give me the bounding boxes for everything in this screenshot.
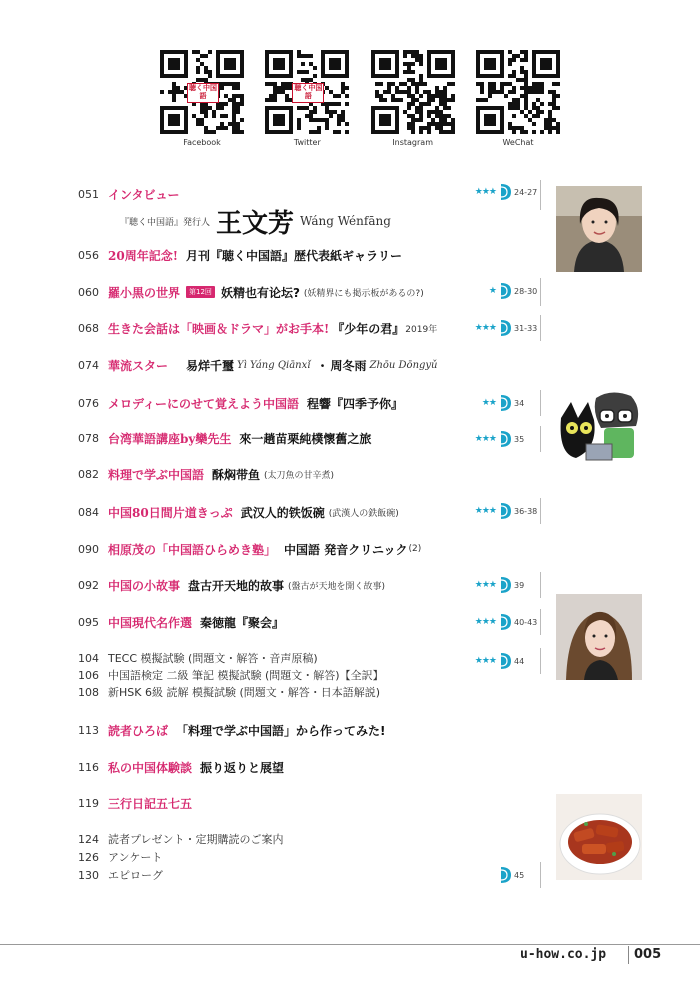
page-number: 113	[78, 723, 99, 737]
footer-divider	[0, 944, 700, 945]
divider	[540, 609, 541, 635]
toc-entry-126[interactable]	[78, 849, 162, 865]
page-number: 082	[78, 467, 99, 481]
textbook-pages: 39	[514, 580, 525, 590]
audio-tab-icon	[498, 866, 512, 884]
page-number: 116	[78, 760, 99, 774]
audio-tab-icon	[498, 576, 512, 594]
page-number: 068	[78, 321, 99, 335]
article-title: TECC 模擬試験 (問題文・解答・音声原稿)	[108, 652, 318, 665]
textbook-pages: 34	[514, 398, 525, 408]
page-number: 076	[78, 396, 99, 410]
level-marker	[470, 575, 524, 595]
page-number: 078	[78, 431, 99, 445]
section-label: 私の中国体験談	[108, 760, 193, 775]
article-title: 妖精也有论坛?	[220, 285, 300, 300]
article-title: 酥焖带鱼	[212, 467, 261, 482]
qr-label: Twitter	[293, 138, 321, 147]
qr-logo: 聴く中国語	[292, 83, 324, 103]
difficulty-stars: ★★★	[474, 434, 496, 444]
section-label: インタビュー	[108, 187, 180, 202]
section-label: 台湾華語講座by欒先生	[108, 431, 232, 446]
divider	[540, 180, 541, 210]
audio-tab-icon	[498, 282, 512, 300]
toc-entry-113[interactable]	[78, 720, 386, 740]
food-photo	[556, 794, 642, 880]
divider	[540, 390, 541, 416]
divider	[540, 426, 541, 452]
divider	[540, 862, 541, 888]
page-number: 124	[78, 832, 99, 846]
page-number: 092	[78, 578, 99, 592]
article-title: 中国語 発音クリニック	[284, 542, 408, 557]
article-title: エピローグ	[108, 869, 163, 882]
section-label: 20周年記念!	[108, 248, 178, 263]
article-title: 武汉人的铁饭碗	[240, 505, 325, 520]
article-title: 『少年の君』	[332, 321, 405, 336]
divider	[540, 648, 541, 674]
interviewee-photo	[556, 186, 642, 272]
toc-entry-130[interactable]	[78, 867, 163, 883]
toc-entry-084[interactable]	[78, 502, 399, 522]
textbook-pages: 28-30	[514, 286, 538, 296]
audio-tab-icon	[498, 502, 512, 520]
toc-entry-106[interactable]	[78, 667, 384, 683]
qr-logo: 聴く中国語	[187, 83, 219, 103]
article-subtitle: 2019年	[405, 324, 438, 335]
toc-entry-060[interactable]	[78, 282, 424, 302]
toc-entry-051[interactable]	[78, 184, 180, 204]
toc-entry-074[interactable]	[78, 355, 438, 375]
difficulty-stars: ★★★	[474, 617, 496, 627]
interviewee-pinyin: Wáng Wénfāng	[300, 214, 391, 228]
audio-tab-icon	[498, 394, 512, 412]
audio-tab-icon	[498, 430, 512, 448]
toc-entry-092[interactable]	[78, 575, 385, 595]
section-label: 読者ひろば	[108, 723, 169, 738]
divider	[628, 946, 629, 964]
audio-tab-icon	[498, 613, 512, 631]
toc-entry-119[interactable]	[78, 793, 192, 813]
toc-entry-124[interactable]	[78, 831, 284, 847]
textbook-pages: 24-27	[514, 187, 538, 197]
page-number-footer: 005	[634, 947, 662, 962]
level-marker	[470, 612, 537, 632]
qr-label: Instagram	[392, 138, 433, 147]
audio-tab-icon	[498, 183, 512, 201]
level-marker	[470, 651, 524, 671]
section-label: メロディーにのせて覚えよう中国語	[108, 396, 300, 411]
page-number: 084	[78, 505, 99, 519]
level-marker	[470, 865, 524, 885]
article-subtitle: (太刀魚の甘辛煮)	[264, 470, 335, 481]
star-pinyin: Yì Yáng Qiānxǐ	[237, 359, 311, 371]
section-label: 中国80日間片道きっぷ	[108, 505, 233, 520]
difficulty-stars: ★★★	[474, 656, 496, 666]
level-marker	[470, 393, 524, 413]
toc-entry-104[interactable]	[78, 650, 318, 666]
textbook-pages: 45	[514, 870, 525, 880]
level-marker	[470, 182, 537, 202]
divider	[540, 572, 541, 598]
divider	[540, 498, 541, 524]
article-subtitle: (盤古が天地を開く故事)	[288, 581, 386, 592]
textbook-pages: 40-43	[514, 617, 538, 627]
level-marker	[470, 281, 537, 301]
difficulty-stars: ★★	[481, 398, 496, 408]
section-label: 料理で学ぶ中国語	[108, 467, 205, 482]
interviewee-name: 王文芳	[216, 208, 295, 239]
toc-entry-095[interactable]	[78, 612, 284, 632]
website-url[interactable]: u-how.co.jp	[520, 947, 607, 962]
page-number: 106	[78, 668, 99, 682]
toc-entry-116[interactable]	[78, 757, 284, 777]
article-title: アンケート	[108, 851, 163, 864]
audio-tab-icon	[498, 319, 512, 337]
page-number: 074	[78, 358, 99, 372]
page-number: 095	[78, 615, 99, 629]
level-marker	[470, 501, 537, 521]
level-marker	[470, 318, 537, 338]
divider	[540, 278, 541, 306]
textbook-pages: 31-33	[514, 323, 538, 333]
toc-entry-076[interactable]	[78, 393, 403, 413]
article-title: 月刊『聴く中国語』歴代表紙ギャラリー	[185, 248, 402, 263]
article-subtitle: (武漢人の鉄飯碗)	[328, 508, 399, 519]
page-number: 119	[78, 796, 99, 810]
qr-label: WeChat	[502, 138, 534, 147]
toc-entry-068[interactable]	[78, 318, 437, 338]
page-number: 104	[78, 651, 99, 665]
article-title: 読者プレゼント・定期購読のご案内	[108, 833, 284, 846]
toc-entry-082[interactable]	[78, 464, 334, 484]
page-number: 056	[78, 248, 99, 262]
toc-entry-078[interactable]	[78, 428, 371, 448]
textbook-pages: 44	[514, 656, 525, 666]
publisher-label: 『聴く中国語』発行人	[120, 217, 211, 228]
difficulty-stars: ★★★	[474, 323, 496, 333]
star-name: 周冬雨	[330, 358, 367, 373]
episode-badge: 第12回	[186, 286, 215, 298]
section-label: 華流スター	[108, 358, 169, 373]
page-number: 130	[78, 868, 99, 882]
difficulty-stars: ★★★	[474, 580, 496, 590]
article-title: 「料理で学ぶ中国語」から作ってみた!	[176, 723, 386, 738]
article-title: 來一趟苗栗純樸懷舊之旅	[239, 431, 372, 446]
difficulty-stars: ★	[488, 286, 496, 296]
star-pinyin: Zhōu Dōngyǔ	[369, 359, 438, 371]
article-subtitle: (妖精界にも掲示板があるの?)	[303, 288, 424, 299]
level-marker	[470, 429, 524, 449]
article-title: 中国語検定 二級 筆記 模擬試験 (問題文・解答)【全訳】	[108, 669, 384, 682]
toc-entry-108[interactable]	[78, 684, 380, 700]
audio-tab-icon	[498, 652, 512, 670]
page-number: 126	[78, 850, 99, 864]
page-number: 060	[78, 285, 99, 299]
difficulty-stars: ★★★	[474, 187, 496, 197]
section-label: 中国現代名作選	[108, 615, 193, 630]
toc-entry-051-subtitle	[120, 206, 391, 239]
article-title: 振り返りと展望	[200, 760, 285, 775]
divider	[540, 315, 541, 341]
section-label: 三行日記五七五	[108, 796, 193, 811]
article-title: 程響『四季予你』	[307, 396, 404, 411]
section-label: 生きた会話は「映画＆ドラマ」がお手本!	[108, 321, 330, 336]
toc-entry-056[interactable]	[78, 245, 402, 265]
section-label: 相原茂の「中国語ひらめき塾」	[108, 542, 277, 557]
article-subtitle: (2)	[408, 544, 422, 554]
textbook-pages: 35	[514, 434, 525, 444]
author-photo	[556, 594, 642, 680]
star-name: 易烊千璽	[186, 358, 235, 373]
page-number: 051	[78, 187, 99, 201]
page-number: 108	[78, 685, 99, 699]
difficulty-stars: ★★★	[474, 506, 496, 516]
toc-entry-090[interactable]	[78, 539, 421, 559]
cartoon-illustration	[556, 388, 642, 474]
textbook-pages: 36-38	[514, 506, 538, 516]
qr-label: Facebook	[183, 138, 221, 147]
article-title: 秦徳龍『聚会』	[200, 615, 285, 630]
page-number: 090	[78, 542, 99, 556]
article-title: 盘古开天地的故事	[188, 578, 285, 593]
separator: ・	[316, 358, 329, 373]
section-label: 中国の小故事	[108, 578, 181, 593]
article-title: 新HSK 6級 読解 模擬試験 (問題文・解答・日本語解説)	[108, 686, 381, 699]
section-label: 羅小黒の世界	[108, 285, 181, 300]
